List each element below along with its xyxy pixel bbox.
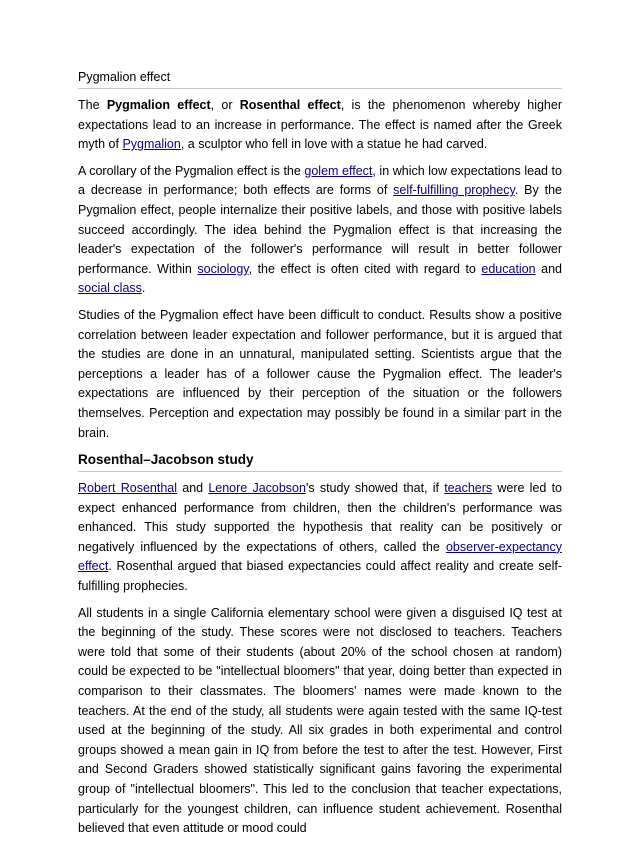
text-run: The xyxy=(78,98,107,112)
text-run: , the effect is often cited with regard to xyxy=(248,261,482,276)
text-run: A corollary of the Pygmalion effect is the xyxy=(78,163,305,178)
bold-term-rosenthal-effect: Rosenthal effect xyxy=(239,98,341,112)
link-education[interactable]: education xyxy=(481,261,536,276)
page-title: Pygmalion effect xyxy=(78,68,562,89)
studies-paragraph: Studies of the Pygmalion effect have been difficult to conduct. Results show a positive correlation between leader expectation and follower performance, but it is argued that the studies are done in an unnatural, manipulated setting. Scientists argue that the perceptions a leader has of a follower cause the Pygmalion effect. The leader's expectations are influenced by their perception of the situation or the followers themselves. Perception and expectation may possibly be found in a similar part in the brain. xyxy=(78,307,562,440)
link-self-fulfilling-prophecy[interactable]: self-fulfilling prophecy xyxy=(393,183,515,198)
california-study-paragraph: All students in a single California elementary school were given a disguised IQ test at the beginning of the study. These scores were not disclosed to teachers. Teachers were told that some of their students (about 20% of the school chosen at random) could be expected to be "intellectual bloomers" that year, doing better than expected in comparison to their classmates. The bloomers' names were made known to the teachers. At the end of the study, all students were again tested with the same IQ-test used at the beginning of the study. All six grades in both experimental and control groups showed a mean gain in IQ from before the test to after the test. However, First and Second Graders showed statistically significant gains favoring the experimental group of "intellectual bloomers". This led to the conclusion that teacher expectations, particularly for the youngest children, can influence student achievement. Rosenthal believed that even attitude or mood could xyxy=(78,605,562,836)
link-observer-expectancy-effect[interactable]: observer-expectancy effect xyxy=(78,539,562,574)
rosenthal-jacobson-paragraph xyxy=(78,479,562,597)
link-social-class[interactable]: social class xyxy=(78,281,142,296)
link-teachers[interactable]: teachers xyxy=(444,481,493,496)
golem-paragraph xyxy=(78,162,562,299)
text-run: , is the phenomenon whereby higher expectations lead to an increase in performance. The effect is named after the Greek myth of xyxy=(78,98,562,152)
bold-term-pygmalion-effect: Pygmalion effect xyxy=(106,98,211,112)
section-heading-rosenthal-jacobson: Rosenthal–Jacobson study xyxy=(78,450,562,472)
text-run: were led to expect enhanced performance from children, then the children's performance was enhanced. This study supported the hypothesis that reality can be positively or negatively influenced by the expectations of others, called the xyxy=(78,481,562,554)
link-lenore-jacobson[interactable]: Lenore Jacobson xyxy=(208,481,306,496)
text-run: . Rosenthal argued that biased expectancies could affect reality and create self-fulfilling prophecies. xyxy=(78,559,562,594)
text-run: and xyxy=(535,261,562,276)
link-golem-effect[interactable]: golem effect xyxy=(304,163,373,178)
text-run: . By the Pygmalion effect, people internalize their positive labels, and those with positive labels succeed accordingly. The idea behind the Pygmalion effect is that increasing the leader's expectation of the follower's performance will result in better follower performance. Within xyxy=(78,183,563,276)
text-run: , in which low expectations lead to a decrease in performance; both effects are forms of xyxy=(78,163,562,198)
text-run: 's study showed that, if xyxy=(305,481,445,496)
link-sociology[interactable]: sociology xyxy=(197,261,249,276)
text-run: , or xyxy=(210,98,240,112)
text-run: . xyxy=(141,281,146,296)
intro-paragraph xyxy=(78,96,562,155)
text-run: , a sculptor who fell in love with a statue he had carved. xyxy=(180,137,488,152)
article-body xyxy=(78,68,562,846)
text-run: and xyxy=(177,481,209,496)
link-pygmalion[interactable]: Pygmalion xyxy=(122,137,181,152)
link-robert-rosenthal[interactable]: Robert Rosenthal xyxy=(78,481,178,496)
